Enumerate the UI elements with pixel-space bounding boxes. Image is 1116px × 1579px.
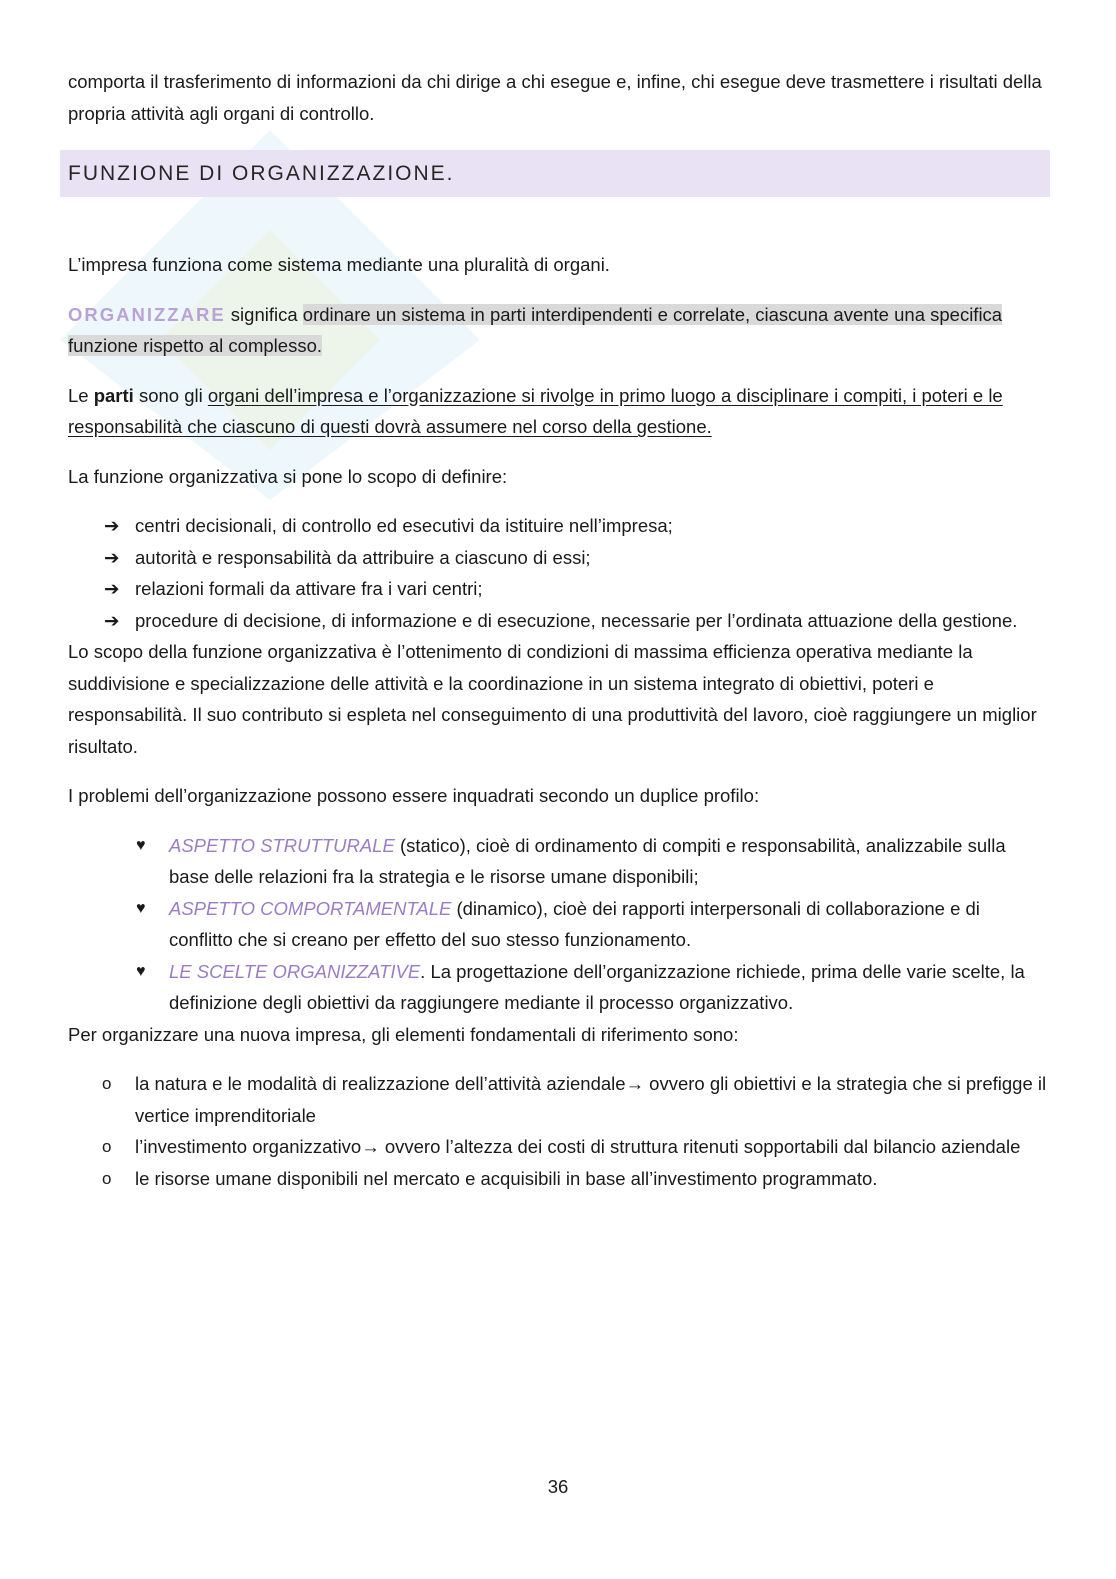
- list-item: [68, 893, 1048, 956]
- arrow-icon: ➔: [104, 609, 120, 631]
- circle-bullet-icon: o: [102, 1074, 112, 1093]
- arrow-list: [68, 510, 1048, 636]
- heart-icon: ♥: [136, 899, 146, 917]
- paragraph-impresa: L’impresa funziona come sistema mediante una pluralità di organi.: [68, 254, 610, 275]
- bold-parti: parti: [93, 384, 134, 406]
- list-item: [68, 573, 1048, 605]
- list-item: [68, 1131, 1048, 1163]
- list-item: [68, 1163, 1048, 1195]
- text-segment: sono gli: [133, 384, 208, 406]
- list-item: [68, 830, 1048, 893]
- heart-list: [68, 830, 1048, 1019]
- intro-paragraph: comporta il trasferimento di informazioni da chi dirige a chi esegue e, infine, chi esegue deve trasmettere i risultati della propria attività agli organi di controllo.: [68, 71, 1042, 124]
- underlined-text: organi dell’impresa e l’organizzazione si rivolge in primo luogo a disciplinare i compiti, i poteri e le responsabilità che ciascuno di questi dovrà assumere nel corso della gestione.: [68, 384, 1003, 437]
- list-item-text: la natura e le modalità di realizzazione dell’attività aziendale→ ovvero gli obiettivi e la strategia che si prefigge il vertice imprenditoriale: [135, 1073, 1047, 1126]
- list-item: [68, 1068, 1048, 1131]
- arrow-icon: ➔: [104, 546, 120, 568]
- text-segment: Le: [68, 384, 94, 406]
- paragraph-scopo-intro: La funzione organizzativa si pone lo scopo di definire:: [68, 465, 508, 487]
- list-item-text: (dinamico), cioè dei rapporti interpersonali di collaborazione e di conflitto che si creano per effetto del suo stesso funzionamento.: [169, 897, 980, 950]
- list-item-text: autorità e responsabilità da attribuire a ciascuno di essi;: [135, 546, 591, 568]
- arrow-icon: ➔: [104, 515, 120, 536]
- paragraph-organizzare: [68, 299, 1048, 362]
- list-item-text: . La progettazione dell’organizzazione richiede, prima delle varie scelte, la definizione degli obiettivi da raggiungere mediante il processo organizzativo.: [169, 960, 1025, 1013]
- arrow-icon: ➔: [104, 578, 120, 599]
- aspect-label: ASPETTO COMPORTAMENTALE: [169, 897, 452, 919]
- paragraph-nuova-impresa: Per organizzare una nuova impresa, gli elementi fondamentali di riferimento sono:: [68, 1023, 739, 1045]
- paragraph-problemi: I problemi dell’organizzazione possono essere inquadrati secondo un duplice profilo:: [68, 785, 760, 806]
- list-item: [68, 605, 1048, 637]
- heart-icon: ♥: [136, 962, 146, 980]
- paragraph-efficienza: Lo scopo della funzione organizzativa è l’ottenimento di condizioni di massima efficienza operativa mediante la suddivisione e specializzazione delle attività e la coordinazione in un sistema integrato di obiettivi, poteri e responsabilità. Il suo contributo si espleta nel conseguimento di una produttività del lavoro, cioè raggiungere un miglior risultato.: [68, 641, 1037, 757]
- list-item-text: le risorse umane disponibili nel mercato e acquisibili in base all’investimento programmato.: [135, 1167, 878, 1189]
- section-heading: FUNZIONE DI ORGANIZZAZIONE.: [60, 150, 1050, 197]
- page-body: [68, 66, 1048, 1194]
- text-segment: significa: [225, 303, 303, 325]
- highlighted-definition: ordinare un sistema in parti interdipendenti e correlate, ciascuna avente una specifica funzione rispetto al complesso.: [68, 303, 1003, 356]
- list-item-text: relazioni formali da attivare fra i vari centri;: [135, 578, 483, 599]
- aspect-label: LE SCELTE ORGANIZZATIVE: [169, 960, 421, 982]
- aspect-label: ASPETTO STRUTTURALE: [169, 834, 395, 856]
- list-item: [68, 956, 1048, 1019]
- list-item-text: (statico), cioè di ordinamento di compiti e responsabilità, analizzabile sulla base delle relazioni fra la strategia e le risorse umane disponibili;: [169, 834, 1006, 887]
- list-item: [68, 510, 1048, 542]
- list-item-text: l’investimento organizzativo→ ovvero l’altezza dei costi di struttura ritenuti sopportabili dal bilancio aziendale: [135, 1136, 1021, 1157]
- circle-bullet-icon: o: [102, 1137, 112, 1156]
- list-item: [68, 542, 1048, 574]
- paragraph-parti: [68, 380, 1048, 443]
- keyword-organizzare: ORGANIZZARE: [68, 303, 226, 325]
- circle-bullet-icon: o: [102, 1168, 112, 1188]
- list-item-text: procedure di decisione, di informazione e di esecuzione, necessarie per l’ordinata attuazione della gestione.: [135, 609, 1018, 631]
- circle-list: [68, 1068, 1048, 1194]
- page-number: 36: [547, 1476, 569, 1497]
- list-item-text: centri decisionali, di controllo ed esecutivi da istituire nell’impresa;: [135, 515, 673, 536]
- heart-icon: ♥: [136, 836, 146, 854]
